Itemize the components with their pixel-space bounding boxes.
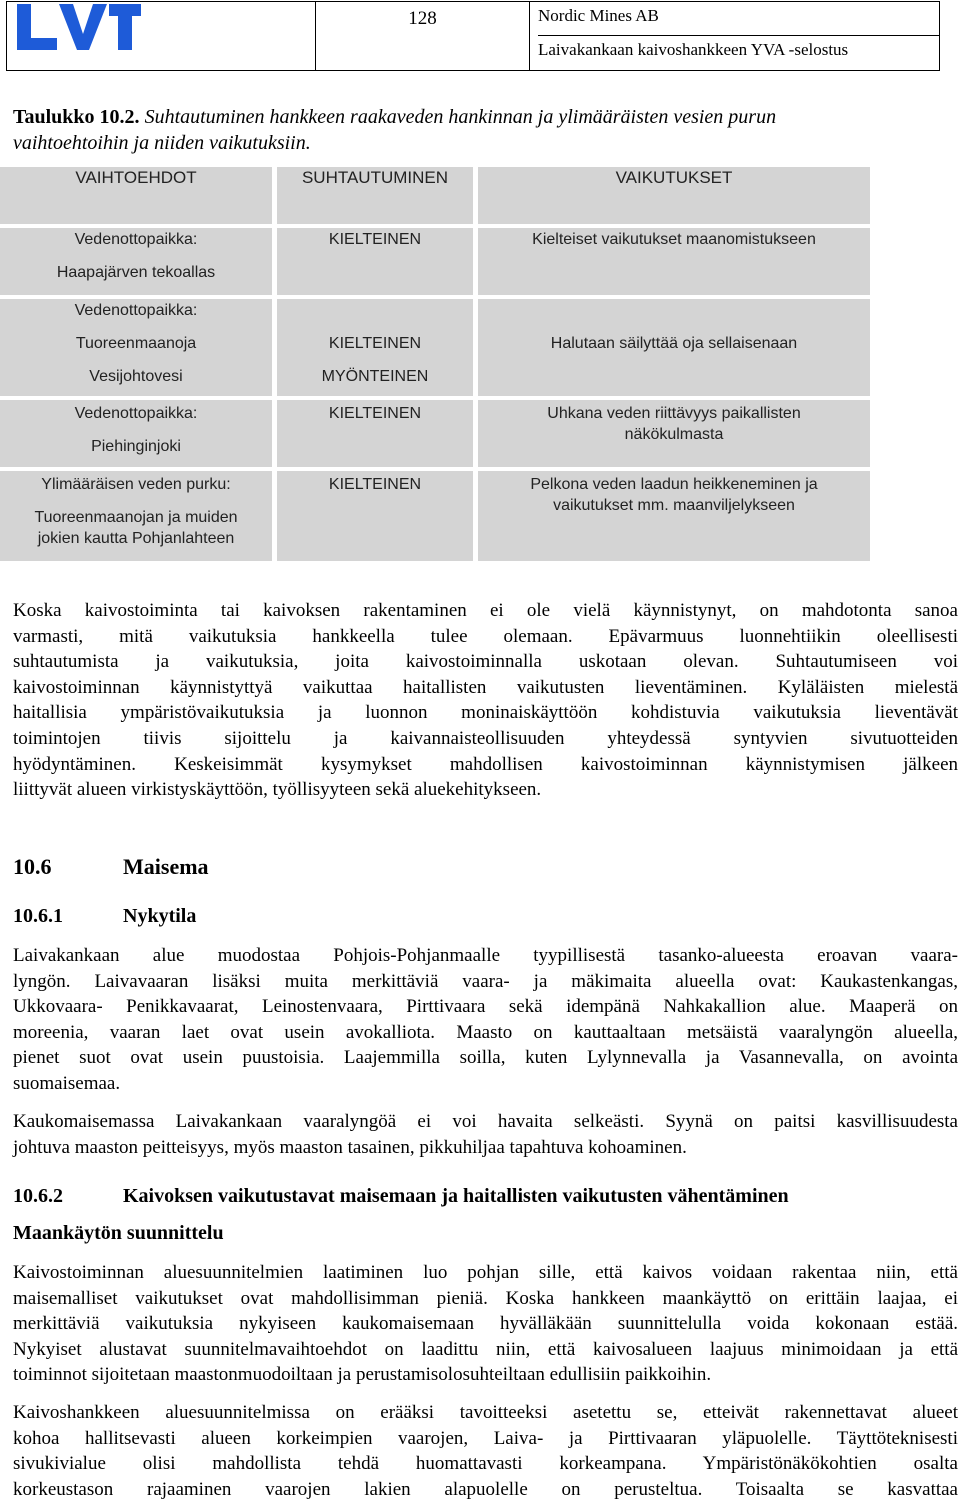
text-line: sivukivialue olisi mahdollista tehdä huomattavasti korkeampana. Ympäristönäkökohtien osalta: [13, 1453, 958, 1475]
cell-text: KIELTEINEN: [328, 335, 422, 352]
text-line: Koska kaivostoiminta tai kaivoksen rakentaminen ei ole vielä käynnistynyt, on mahdotonta sanoa: [13, 600, 958, 621]
cell-text: Halutaan säilyttää oja sellaisenaan: [550, 335, 798, 352]
page-header: [6, 1, 940, 71]
table-cell: [0, 228, 272, 295]
text-line: Ukkovaara- Penikkavaarat, Leinostenvaara, Pirttivaara sekä idempänä Nahkakallion alue. Maaperä on: [13, 996, 958, 1018]
subheading-land-use: Maankäytön suunnittelu: [13, 1222, 224, 1244]
section-number: 10.6: [13, 854, 52, 879]
page-number: 128: [316, 2, 530, 70]
text-line: Kaivostoiminnan aluesuunnitelmien laatiminen luo pohjan sille, että kaivos voidaan rakentaa niin, että: [13, 1262, 958, 1283]
table-header-cell: [0, 167, 272, 224]
table-cell: [277, 400, 473, 467]
text-line: Laivakankaan alue muodostaa Pohjois-Pohjanmaalle tyypillisestä tasanko-alueesta eroavan vaara-: [13, 945, 958, 966]
table-cell: [277, 228, 473, 295]
document-title: Laivakankaan kaivoshankkeen YVA -selostus: [538, 40, 849, 59]
cell-text: Ylimääräisen veden purku:: [41, 476, 231, 493]
text-line: toiminnot sijoitetaan maastonmuodoiltaan ja perustamisolosuhteiltaan edullisiin paikkoihin.: [13, 1364, 712, 1386]
cell-text: Vedenottopaikka:: [74, 405, 198, 422]
text-line: pienet suot ovat usein puustoisia. Laajemmilla soilla, kuten Lylynnevalla ja Vasannevalla, on avointa: [13, 1047, 958, 1069]
cell-text: Tuoreenmaanojan ja muiden: [34, 509, 238, 526]
cell-text: Kielteiset vaikutukset maanomistukseen: [532, 231, 816, 248]
text-line: Nykyiset alustavat suunnitelmavaihtoehdot on laadittu niin, että kaivosalueen laajuus minimoidaan ja että: [13, 1338, 958, 1360]
header-options: VAIHTOEHDOT: [75, 168, 197, 187]
text-line: toimintojen tiivis sijoittelu ja kaivannaisteollisuuden yhteydessä syntyvien sivutuotteiden: [13, 727, 958, 749]
text-line: merkittäviä vaikutuksia nykyiseen kaukomaisemaan hyvälläkään suunnittelulla voida kokonaan estää.: [13, 1313, 958, 1335]
text-line: haitallisia ympäristövaikutuksia ja luonnon moninaiskäyttöön kohdistuvia vaikutuksia lieventävät: [13, 702, 958, 724]
cell-text: Vesijohtovesi: [89, 368, 183, 385]
table-cell: [478, 400, 870, 467]
table-header-cell: [277, 167, 473, 224]
header-info: [530, 2, 939, 70]
cell-text: Haapajärven tekoallas: [56, 264, 216, 281]
text-line: liittyvät alueen virkistyskäyttöön, työllisyyteen sekä aluekehitykseen.: [13, 779, 542, 801]
table-cell: [478, 471, 870, 561]
subsection-number: 10.6.2: [13, 1185, 63, 1207]
cell-text: Uhkana veden riittävyys paikallisten: [547, 405, 801, 422]
paragraph-far-landscape: [13, 1109, 958, 1160]
text-line: suomaisemaa.: [13, 1072, 121, 1094]
text-line: johtuva maaston peitteisyys, myös maaston tasainen, pikkuhiljaa tapahtuva kohoaminen.: [13, 1136, 687, 1158]
cell-text: MYÖNTEINEN: [321, 368, 429, 385]
paragraph-land-use-planning: [13, 1260, 958, 1388]
subsection-title: Kaivoksen vaikutustavat maisemaan ja haitallisten vaikutusten vähentäminen: [123, 1185, 789, 1207]
subsection-number: 10.6.1: [13, 905, 63, 927]
cell-text: jokien kautta Pohjanlahteen: [37, 530, 235, 547]
text-line: kaivostoiminnan käynnistyttyä vaikuttaa haitallisten vaikutusten lieventäminen. Kyläläisten mielestä: [13, 676, 958, 698]
company-name: Nordic Mines AB: [538, 2, 939, 36]
cell-text: KIELTEINEN: [328, 405, 422, 422]
cell-text: Pelkona veden laadun heikkeneminen ja: [530, 476, 818, 493]
table-cell: [0, 471, 272, 561]
text-line: lyngön. Laivavaaran lisäksi muita merkittäviä vaara- ja mäkimaita alueella ovat: Kaukastenkangas,: [13, 970, 958, 992]
cell-text: vaikutukset mm. maanviljelykseen: [553, 497, 795, 514]
cell-text: Piehinginjoki: [91, 438, 181, 455]
table-cell: [478, 299, 870, 396]
cell-text: Tuoreenmaanoja: [75, 335, 197, 352]
table-cell: [478, 228, 870, 295]
cell-text: Vedenottopaikka:: [74, 302, 198, 319]
paragraph-current-state: [13, 943, 958, 1097]
section-title: Maisema: [123, 854, 209, 879]
text-line: Kaivoshankkeen aluesuunnitelmissa on erääksi tavoitteeksi asetettu se, etteivät rakennettavat alueet: [13, 1402, 958, 1423]
table-cell: [277, 299, 473, 396]
lvt-logo: [13, 2, 143, 54]
header-attitude: SUHTAUTUMINEN: [301, 168, 449, 187]
caption-title-line1: Suhtautuminen hankkeen raakaveden hankinnan ja ylimääräisten vesien purun: [144, 106, 777, 128]
cell-text: KIELTEINEN: [328, 231, 422, 248]
header-impacts: VAIKUTUKSET: [615, 168, 733, 187]
table-header-cell: [478, 167, 870, 224]
paragraph-attitudes: [13, 598, 958, 803]
caption-label: Taulukko 10.2.: [13, 106, 140, 128]
paragraph-area-plans: [13, 1400, 958, 1502]
text-line: maisemalliset vaikutukset ovat mahdollisimman pieniä. Koska hankkeen maankäyttö on erittäin laajaa, ei: [13, 1287, 958, 1309]
table-caption: [13, 104, 913, 156]
text-line: varmasti, mitä vaikutuksia hankkeella tulee olemaan. Epävarmuus luonnehtiikin oleellisesti: [13, 625, 958, 647]
cell-text: näkökulmasta: [624, 426, 724, 443]
text-line: Kaukomaisemassa Laivakankaan vaaralyngöä ei voi havaita selkeästi. Syynä on paitsi kasvillisuudesta: [13, 1111, 958, 1132]
text-line: moreenia, vaaran laet ovat usein avokalliota. Maasto on kauttaaltaan metsäistä vaaralyngön alueella,: [13, 1021, 958, 1043]
text-line: hyödyntäminen. Keskeisimmät kysymykset mahdollisen kaivostoiminnan käynnistymisen jälkeen: [13, 753, 958, 775]
table-cell: [0, 299, 272, 396]
table-cell: [277, 471, 473, 561]
header-logo-cell: [7, 2, 316, 70]
text-line: suhtautumista ja vaikutuksia, joita kaivostoiminnalla uskotaan olevan. Suhtautumiseen voi: [13, 651, 958, 673]
text-line: kohoa hallitsevasti alueen korkeimpien vaarojen, Laiva- ja Pirttivaaran yläpuolelle. Täyttöteknisesti: [13, 1427, 958, 1449]
svg-text:LVT: LVT: [13, 2, 15, 3]
cell-text: Vedenottopaikka:: [74, 231, 198, 248]
caption-title-line2: vaihtoehtoihin ja niiden vaikutuksiin.: [13, 132, 311, 154]
cell-text: KIELTEINEN: [328, 476, 422, 493]
text-line: korkeustason rajaaminen vaarojen lakien alapuolelle on perusteltua. Toisaalta se kasvattaa: [13, 1478, 958, 1500]
subsection-title: Nykytila: [123, 905, 197, 927]
table-cell: [0, 400, 272, 467]
